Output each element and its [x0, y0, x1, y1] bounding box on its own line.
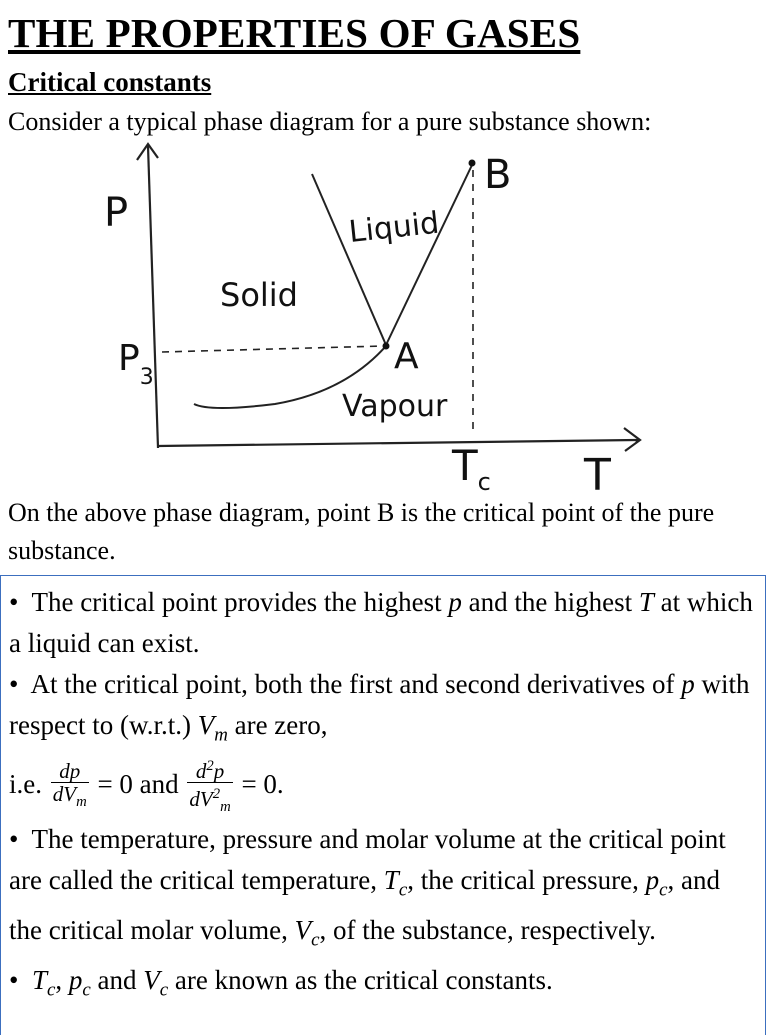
- bullet-critical-definitions: • The temperature, pressure and molar volume at the critical point are called the critical temperature, $T_c$, the critical pressure, $p_c$, and the critical molar volume, $V_c$, of the substance, respectively.: [9, 823, 726, 951]
- section-heading: Critical constants: [8, 67, 212, 97]
- p3-label: $P_3$: [118, 338, 154, 390]
- region-solid-label: Solid: [220, 276, 298, 314]
- bullet-critical-constants: • $T_c$, $p_c$ and $V_c$ are known as the critical constants.: [9, 965, 553, 1001]
- page-title: THE PROPERTIES OF GASES: [8, 10, 581, 56]
- y-axis: [148, 146, 158, 448]
- triple-pressure-dashed-line: [162, 346, 384, 352]
- intro-text: Consider a typical phase diagram for a pure substance shown:: [8, 107, 652, 136]
- bullet-highest-p-t: • The critical point provides the highest p and the highest T at which a liquid can exist.: [9, 587, 753, 658]
- derivative-equation: i.e. $\frac{dp}{dV_m}$ = 0 and $\frac{d^2p}{dV^2_m}$ = 0.: [9, 755, 759, 818]
- bullet-derivatives: • At the critical point, both the first and second derivatives of p with respect to (w.r.t.) $V_m$ are zero,: [9, 669, 750, 746]
- region-vapour-label: Vapour: [342, 389, 448, 424]
- first-derivative-fraction: $\frac{dp}{dV_m}$: [52, 759, 87, 811]
- bullet-box: [0, 575, 766, 1035]
- vaporization-curve: [386, 165, 472, 345]
- x-axis: [158, 440, 638, 446]
- triple-point-a: [383, 343, 390, 350]
- diagram-caption: On the above phase diagram, point B is the critical point of the pure substance.: [8, 498, 715, 565]
- point-a-label: A: [394, 336, 419, 377]
- phase-diagram: [100, 138, 650, 494]
- point-b-label: B: [484, 152, 512, 198]
- tc-label: $T_c$: [452, 441, 491, 494]
- x-axis-label: T: [584, 450, 611, 494]
- critical-point-b: [469, 160, 476, 167]
- y-axis-label: P: [104, 190, 129, 236]
- fusion-curve: [312, 174, 386, 345]
- second-derivative-fraction: $\frac{d^2p}{dV^2_m}$: [187, 755, 232, 818]
- region-liquid-label: Liquid: [347, 205, 441, 250]
